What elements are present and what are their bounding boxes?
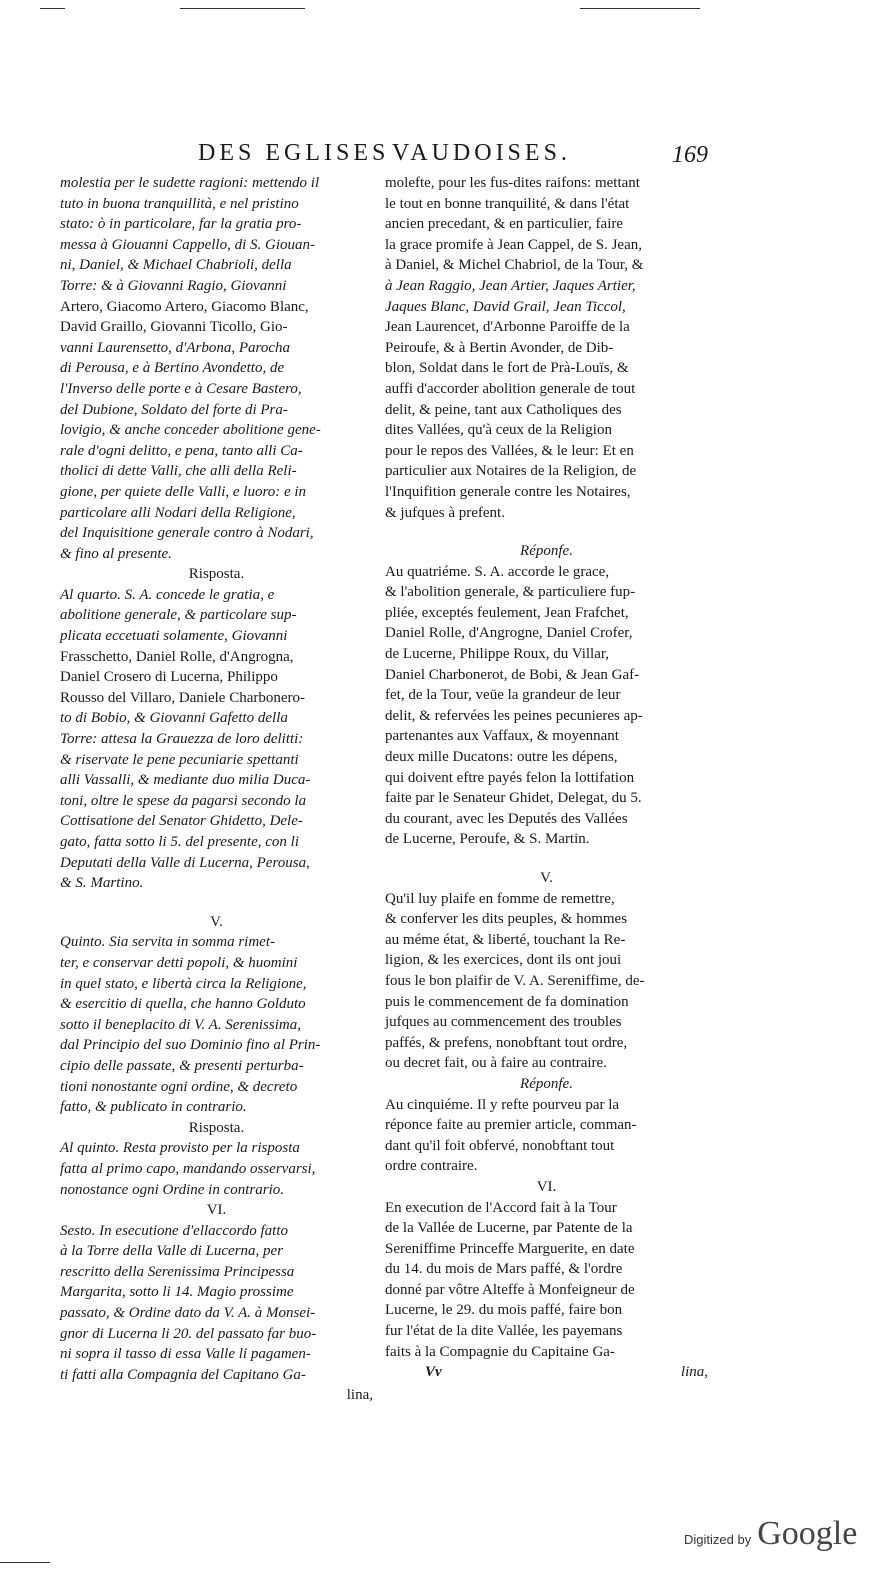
text-line: di Perousa, e à Bertino Avondetto, de (60, 360, 285, 377)
text-line: Jean Laurencet, d'Arbonne Paroiffe de la (385, 319, 630, 336)
text-line: l'Inverso delle porte e à Cesare Bastero, (60, 380, 302, 397)
text-line: blon, Soldat dans le fort de Prà-Louïs, & (385, 360, 629, 377)
text-line: ni, Daniel, & Michael Chabrioli, della (60, 257, 292, 274)
text-line: & esercitio di quella, che hanno Golduto (60, 996, 306, 1013)
text-line: cipio delle passate, & presenti perturba- (60, 1057, 304, 1074)
italian-column (60, 173, 373, 1406)
text-line: fet, de la Tour, veüe la grandeur de leur (385, 687, 621, 704)
text-line: sotto il beneplacito di V. A. Serenissima, (60, 1016, 301, 1033)
french-paragraph-2 (385, 562, 708, 850)
text-line: de Lucerne, Peroufe, & S. Martin. (385, 831, 590, 848)
catchword-left: lina, (346, 1387, 373, 1404)
top-rule-right (580, 8, 700, 9)
header-left-title: DES EGLISES (198, 140, 390, 166)
text-line: de la Vallée de Lucerne, par Patente de la (385, 1220, 633, 1237)
text-line: le tout en bonne tranquilité, & dans l'état (385, 195, 630, 212)
text-line: ter, e conservar detti popoli, & huomini (60, 954, 298, 971)
bottom-rule (0, 1562, 50, 1563)
top-rule-center (180, 8, 305, 9)
text-line: toni, oltre le spese da pagarsi secondo la (60, 792, 307, 809)
text-line: à la Torre della Valle di Lucerna, per (60, 1243, 284, 1260)
text-line: particolare alli Nodari della Religione, (60, 504, 296, 521)
text-line: ni sopra il tasso di essa Valle li pagamen- (60, 1346, 311, 1363)
text-line: faite par le Senateur Ghidet, Delegat, du 5. (385, 790, 642, 807)
text-line: jufques au commencement des troubles (385, 1014, 622, 1031)
text-line: Sesto. In esecutione d'ellaccordo fatto (60, 1222, 289, 1239)
text-line: Au cinquiéme. Il y refte pourveu par la (385, 1096, 620, 1113)
google-logo: Google (757, 1515, 858, 1552)
text-line: En execution de l'Accord fait à la Tour (385, 1199, 617, 1216)
text-line: partenantes aux Vaffaux, & moyennant (385, 728, 619, 745)
italian-paragraph-4 (60, 1138, 373, 1200)
text-line: la grace promife à Jean Cappel, de S. Jean, (385, 236, 642, 253)
section-heading-vi: VI. (536, 1178, 557, 1195)
text-line: & fino al presente. (60, 545, 172, 562)
text-line: alli Vassalli, & mediante duo milia Duca- (60, 772, 311, 789)
text-line: Margarita, sotto li 14. Magio prossime (60, 1284, 294, 1301)
text-line: molefte, pour les fus-dites raifons: mettant (385, 175, 640, 191)
risposta-heading-1: Risposta. (188, 566, 245, 583)
text-line: Al quarto. S. A. concede le gratia, e (60, 586, 275, 603)
text-line: plicata eccetuati solamente, Giovanni (60, 628, 288, 645)
french-paragraph-1 (385, 173, 708, 523)
text-line: Au quatriéme. S. A. accorde le grace, (385, 563, 610, 580)
italian-paragraph-5 (60, 1221, 373, 1386)
text-line: du courant, avec les Deputés des Vallées (385, 810, 628, 827)
text-line: nonostance ogni Ordine in contrario. (60, 1181, 285, 1198)
digitized-by-google-watermark (684, 1515, 884, 1555)
text-line: dant qu'il foit obfervé, nonobftant tout (385, 1137, 615, 1154)
text-line: rescritto della Serenissima Principessa (60, 1263, 295, 1280)
italian-paragraph-3 (60, 932, 373, 1117)
text-line: Cottisatione del Senator Ghidetto, Dele- (60, 813, 303, 830)
text-line: de Lucerne, Philippe Roux, du Villar, (385, 646, 610, 663)
text-line: gione, per quiete delle Valli, e luoro: e in (60, 483, 307, 500)
text-line: del Dubione, Soldato del forte di Pra- (60, 401, 288, 418)
text-line: messa à Giouanni Cappello, di S. Giouan- (60, 236, 315, 253)
section-heading-vi: VI. (206, 1202, 227, 1219)
text-line: fatta al primo capo, mandando osservarsi, (60, 1160, 316, 1177)
text-line: gnor di Lucerna li 20. del passato far buo- (60, 1325, 317, 1342)
text-line: David Graillo, Giovanni Ticollo, Gio- (60, 319, 288, 336)
reponse-heading-2: Réponfe. (520, 1075, 573, 1092)
french-paragraph-5 (385, 1198, 708, 1363)
text-line: Torre: attesa la Grauezza de loro delitti: (60, 731, 304, 748)
digitized-by-label: Digitized by (684, 1532, 752, 1547)
text-line: dites Vallées, qu'à ceux de la Religion (385, 422, 612, 439)
text-line: Torre: & à Giovanni Ragio, Giovanni (60, 277, 287, 294)
text-line: Frasschetto, Daniel Rolle, d'Angrogna, (60, 648, 294, 665)
text-line: puis le commencement de fa domination (385, 993, 629, 1010)
text-line: & riservate le pene pecuniarie spettanti (60, 751, 299, 768)
text-line: Sereniffime Princeffe Marguerite, en date (385, 1240, 635, 1257)
text-line: vanni Laurensetto, d'Arbona, Parocha (60, 339, 290, 356)
text-line: ou decret fait, ou à faire au contraire. (385, 1055, 607, 1072)
text-line: qui doivent eftre payés felon la lottifation (385, 769, 635, 786)
text-line: lovigio, & anche conceder abolitione gene- (60, 422, 321, 439)
text-line: Rousso del Villaro, Daniele Charbonero- (60, 689, 306, 706)
text-line: fur l'état de la dite Vallée, les payemans (385, 1323, 623, 1340)
italian-paragraph-1 (60, 173, 373, 564)
signature-mark: Vv (425, 1364, 442, 1381)
text-line: & l'abolition generale, & particuliere fup- (385, 584, 636, 601)
section-heading-v: V. (210, 913, 223, 930)
text-line: tholici di dette Valli, che alli della Reli- (60, 463, 297, 480)
section-heading-v: V. (540, 870, 553, 886)
header-right-title: VAUDOISES. (392, 140, 571, 166)
text-line: tioni nonostante ogni ordine, & decreto (60, 1078, 298, 1095)
text-line: fatto, & publicato in contrario. (60, 1099, 247, 1116)
text-line: dal Principio del suo Dominio fino al Prin- (60, 1037, 321, 1054)
text-line: faits à la Compagnie du Capitaine Ga- (385, 1343, 615, 1360)
text-line: au méme état, & liberté, touchant la Re- (385, 931, 626, 948)
text-line: in quel stato, e libertà circa la Religione, (60, 975, 307, 992)
text-line: Lucerne, le 29. du mois paffé, faire bon (385, 1302, 623, 1319)
top-rule-left (40, 8, 65, 9)
catchword-right: lina, (680, 1364, 708, 1381)
text-line: donné par vôtre Alteffe à Monfeigneur de (385, 1281, 635, 1298)
running-header (0, 140, 891, 176)
text-line: ancien precedant, & en particulier, faire (385, 216, 624, 233)
text-line: Artero, Giacomo Artero, Giacomo Blanc, (60, 298, 309, 315)
text-line: à Daniel, & Michel Chabriol, de la Tour, & (385, 257, 644, 274)
text-line: stato: ò in particolare, far la gratia pro- (60, 216, 302, 233)
french-paragraph-4 (385, 1095, 708, 1177)
french-column (385, 173, 708, 1383)
text-line: passato, & Ordine dato da V. A. à Monsei- (60, 1305, 316, 1322)
text-line: auffi d'accorder abolition generale de tout (385, 380, 636, 397)
text-line: & conferver les dits peuples, & hommes (385, 911, 628, 928)
text-line: pliée, exceptés feulement, Jean Frafchet, (385, 604, 629, 621)
italian-paragraph-2 (60, 585, 373, 894)
text-line: & jufques à prefent. (385, 504, 505, 521)
text-line: Daniel Crosero di Lucerna, Philippo (60, 669, 278, 686)
page-number: 169 (672, 142, 708, 168)
french-paragraph-3 (385, 889, 708, 1074)
text-line: Jaques Blanc, David Grail, Jean Ticcol, (385, 298, 626, 315)
text-line: abolitione generale, & particolare sup- (60, 607, 297, 624)
text-line: particulier aux Notaires de la Religion, de (385, 463, 637, 480)
text-line: l'Inquifition generale contre les Notaires, (385, 483, 631, 500)
text-line: molestia per le sudette ragioni: mettendo il (60, 175, 320, 191)
reponse-heading-1: Réponfe. (520, 543, 573, 560)
text-line: delit, & refervées les peines pecunieres ap- (385, 707, 643, 724)
text-line: réponce faite au premier article, comman- (385, 1117, 637, 1134)
text-line: à Jean Raggio, Jean Artier, Jaques Artier, (385, 277, 636, 294)
text-line: tuto in buona tranquillità, e nel pristino (60, 195, 299, 212)
text-line: Daniel Charbonerot, de Bobi, & Jean Gaf- (385, 666, 640, 683)
text-line: & S. Martino. (60, 875, 144, 892)
catchword-line (385, 1362, 708, 1383)
text-line: delit, & peine, tant aux Catholiques des (385, 401, 622, 418)
text-line: Quinto. Sia servita in somma rimet- (60, 934, 275, 951)
text-line: Peiroufe, & à Bertin Avonder, de Dib- (385, 339, 614, 356)
text-line: du 14. du mois de Mars paffé, & l'ordre (385, 1261, 623, 1278)
text-line: Qu'il luy plaife en fomme de remettre, (385, 890, 615, 907)
text-line: to di Bobio, & Giovanni Gafetto della (60, 710, 288, 727)
text-line: ligion, & les exercices, dont ils ont joui (385, 952, 622, 969)
text-line: Deputati della Valle di Lucerna, Perousa, (60, 854, 310, 871)
text-line: fous le bon plaifir de V. A. Sereniffime, de- (385, 972, 645, 989)
text-line: ordre contraire. (385, 1158, 478, 1175)
text-line: Al quinto. Resta provisto per la risposta (60, 1140, 300, 1157)
text-line: gato, fatta sotto li 5. del presente, con li (60, 834, 300, 850)
risposta-heading-2: Risposta. (188, 1119, 245, 1136)
text-line: deux mille Ducatons: outre les dépens, (385, 749, 618, 766)
text-line: ti fatti alla Compagnia del Capitano Ga- (60, 1366, 306, 1383)
text-line: rale d'ogni delitto, e pena, tanto alli Ca- (60, 442, 303, 459)
text-line: Daniel Rolle, d'Angrogne, Daniel Crofer, (385, 625, 633, 642)
text-line: pour le repos des Vallées, & le leur: Et en (385, 442, 634, 459)
text-line: del Inquisitione generale contro à Nodari, (60, 525, 314, 542)
text-line: paffés, & prefens, nonobftant tout ordre, (385, 1034, 628, 1051)
